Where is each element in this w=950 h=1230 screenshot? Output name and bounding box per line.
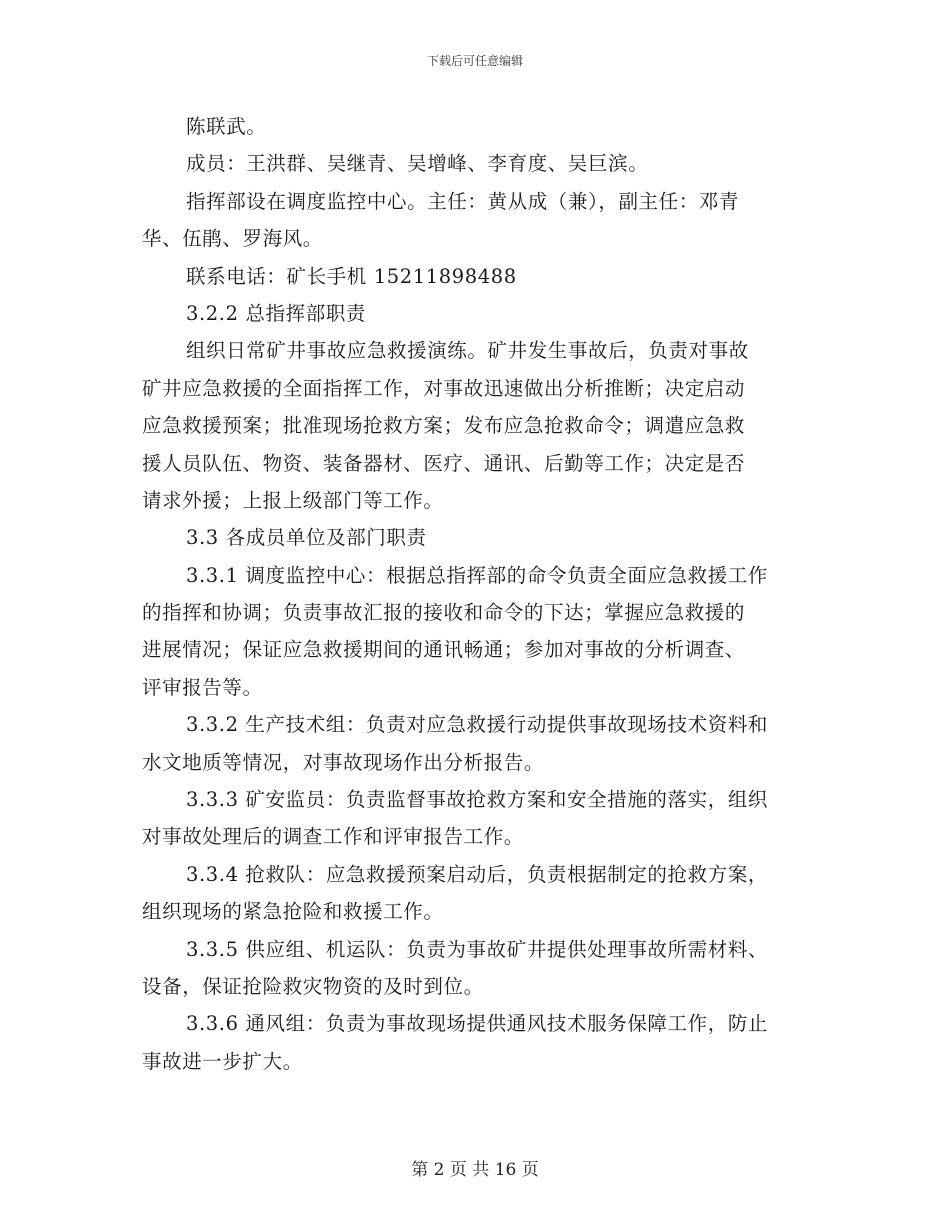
text-line: 3.3.6 通风组：负责为事故现场提供通风技术服务保障工作，防止 xyxy=(186,1012,769,1036)
text-line: 3.3.5 供应组、机运队：负责为事故矿井提供处理事故所需材料、 xyxy=(186,937,769,961)
text-line: 评审报告等。 xyxy=(142,675,263,699)
text-line: 陈联武。 xyxy=(186,115,267,138)
text-line: 对事故处理后的调查工作和评审报告工作。 xyxy=(142,825,524,849)
page-footer: 第 2 页 共 16 页 xyxy=(411,1160,539,1180)
text-line: 3.3.4 抢救队：应急救援预案启动后，负责根据制定的抢救方案， xyxy=(186,862,769,886)
text-line: 组织现场的紧急抢险和救援工作。 xyxy=(142,900,444,924)
text-line: 3.2.2 总指挥部职责 xyxy=(186,301,367,325)
text-line: 3.3.1 调度监控中心：根据总指挥部的命令负责全面应急救援工作 xyxy=(186,563,769,587)
text-line: 联系电话：矿长手机 15211898488 xyxy=(186,264,517,288)
text-line: 援人员队伍、物资、装备器材、医疗、通讯、后勤等工作；决定是否 xyxy=(142,451,746,475)
text-line: 3.3.2 生产技术组：负责对应急救援行动提供事故现场技术资料和 xyxy=(186,713,769,737)
page-header: 下载后可任意编辑 xyxy=(426,54,523,68)
text-line: 设备，保证抢险救灾物资的及时到位。 xyxy=(142,974,484,998)
text-line: 请求外援；上报上级部门等工作。 xyxy=(142,488,444,512)
text-line: 3.3 各成员单位及部门职责 xyxy=(186,526,427,550)
text-line: 成员：王洪群、吴继青、吴增峰、李育度、吴巨滨。 xyxy=(186,152,649,176)
text-line: 3.3.3 矿安监员：负责监督事故抢救方案和安全措施的落实，组织 xyxy=(186,788,769,812)
document-body xyxy=(142,108,810,1080)
text-line: 组织日常矿井事故应急救援演练。矿井发生事故后，负责对事故 xyxy=(186,339,749,363)
text-line: 进展情况；保证应急救援期间的通讯畅通；参加对事故的分析调查、 xyxy=(142,638,746,662)
text-line: 事故进一步扩大。 xyxy=(142,1049,303,1073)
text-line: 指挥部设在调度监控中心。主任：黄从成（兼），副主任：邓青 xyxy=(186,189,740,213)
text-line: 应急救援预案；批准现场抢救方案；发布应急抢救命令；调遣应急救 xyxy=(142,414,746,438)
text-line: 水文地质等情况，对事故现场作出分析报告。 xyxy=(142,750,545,774)
text-line: 的指挥和协调；负责事故汇报的接收和命令的下达；掌握应急救援的 xyxy=(142,601,746,625)
text-line: 华、伍鹃、罗海风。 xyxy=(142,227,323,251)
text-line: 矿井应急救援的全面指挥工作，对事故迅速做出分析推断；决定启动 xyxy=(142,376,746,400)
